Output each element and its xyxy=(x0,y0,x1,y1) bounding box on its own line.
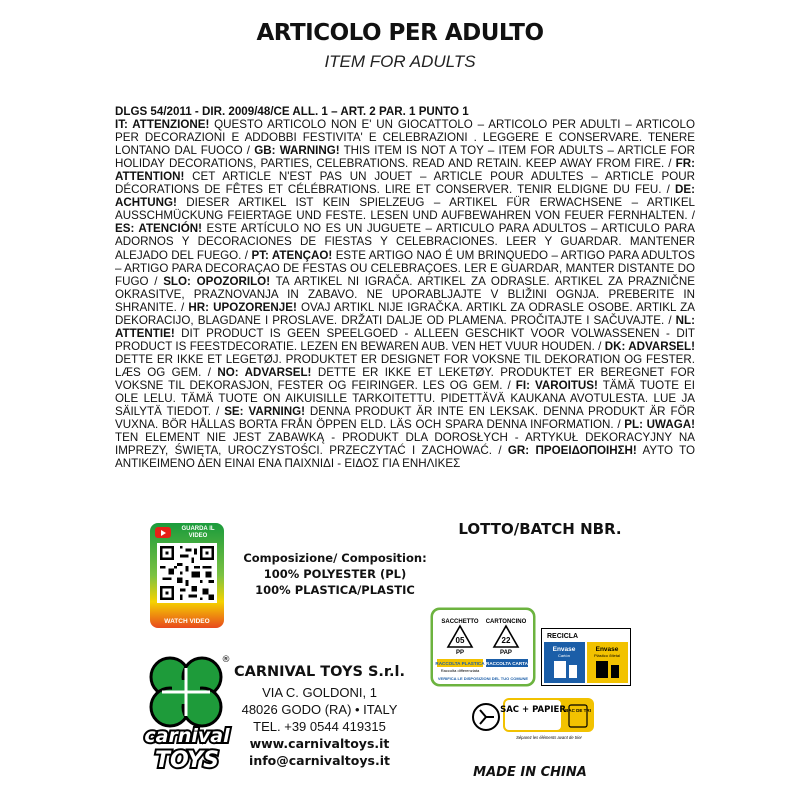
warning-label-slo: SLO: OPOZORILO! xyxy=(163,274,271,288)
company-phone: TEL. +39 0544 419315 xyxy=(253,719,386,734)
recicla-label: RECICLA xyxy=(547,633,579,640)
clover-icon xyxy=(151,658,221,726)
warning-text-pl: TEN ELEMENT NIE JEST ZABAWKĄ - PRODUKT DLA DOROSŁYCH - ARTYKUŁ DEKORACYJNY NA IMPREZY, ŚWIĘTA, UROCZYSTOŚCI. PRZECZYTAĆ I ZACHOWAĆ. / xyxy=(115,431,695,458)
recycling-panel-italy xyxy=(430,607,536,687)
directive-reference: DLGS 54/2011 - DIR. 2009/48/CE ALL. 1 – ART. 2 PAR. 1 PUNTO 1 xyxy=(115,105,469,118)
card-code: 22 xyxy=(501,636,511,645)
company-address-city: 48026 GODO (RA) • ITALY xyxy=(241,702,398,717)
warning-text-no: DETTE ER IKKE ET LEKETØY. PRODUKTET ER BEREGNET FOR VOKSNE TIL DEKORASJON, FESTER OG FEIRINGER. LES OG GEM. / xyxy=(115,365,696,392)
sac-note: Séparez les éléments avant de trier xyxy=(516,735,582,740)
warning-text-de: DIESER ARTIKEL IST KEIN SPIELZEUG – ARTIKEL FÜR ERWACHSENE – ARTIKEL AUSSCHMÜCKUNG FEIERTAGE UND FESTE. LESEN UND AUFBEWAHREN VON FEUER FERNHALTEN. / xyxy=(115,196,695,223)
recycling-panel-france xyxy=(469,693,599,743)
qr-code-icon xyxy=(157,543,217,603)
warning-text-gr: ΑΥΤΟ ΤΟ ΑΝΤΙΚΕΙΜΕΝΟ ΔΕΝ ΕΙΝΑΙ ΕΝΑ ΠΑΙΧΝΙΔΙ - ΕΙΔΟΣ ΓΙΑ ΕΝΗΛΙΚΕΣ xyxy=(115,444,696,471)
composition-heading: Composizione/ Composition: xyxy=(243,551,427,565)
sac-papier-label: SAC + PAPIER xyxy=(500,705,566,715)
warning-text-dk: DETTE ER IKKE ET LEGETØJ. PRODUKTET ER DESIGNET FOR VOKSNE TIL DEKORATION OG FESTER. LÆS OG GEM. / xyxy=(115,352,695,379)
warning-text-nl: DIT PRODUCT IS GEEN SPEELGOED - ALLEEN GESCHIKT VOOR VOLWASSENEN - DIT PRODUCT IS FEESTDECORATIE. LEZEN EN BEWAREN AUB. VEN HET VUUR HOUDEN. / xyxy=(115,326,695,353)
logo-text-bottom: TOYS xyxy=(155,748,219,773)
youtube-play-icon xyxy=(155,527,171,538)
recycling-panel-spain xyxy=(541,628,631,686)
company-contact xyxy=(232,664,407,769)
page-subtitle: ITEM FOR ADULTS xyxy=(324,52,476,71)
envase-plastic: Envase xyxy=(595,646,619,653)
company-website-link[interactable]: www.carnivaltoys.it xyxy=(249,736,390,751)
batch-number-label: LOTTO/BATCH NBR. xyxy=(458,520,622,538)
country-of-origin: MADE IN CHINA xyxy=(473,765,587,780)
warning-label-pl: PL: UWAGA! xyxy=(624,418,695,432)
warning-label-hr: HR: UPOZORENJE! xyxy=(188,300,297,314)
warning-label-fr: FR: ATTENTION! xyxy=(115,157,695,184)
logo-text-top: carnival xyxy=(144,725,230,747)
company-address-street: VIA C. GOLDONI, 1 xyxy=(262,685,377,700)
warning-label-es: ES: ATENCIÓN! xyxy=(115,222,202,236)
composition-block xyxy=(235,550,435,598)
warning-label-gr: GR: ΠΡΟΕΙΔΟΠΟΙΗΣΗ! xyxy=(507,444,637,458)
registered-mark: ® xyxy=(221,655,231,665)
bag-collect-sub: Raccolta differenziata xyxy=(440,668,480,673)
warning-label-it: IT: ATTENZIONE! xyxy=(115,118,210,132)
warning-label-gb: GB: WARNING! xyxy=(254,144,340,158)
composition-polyester: 100% POLYESTER (PL) xyxy=(263,567,407,581)
page-title: ARTICOLO PER ADULTO xyxy=(256,20,544,46)
card-material: PAP xyxy=(500,650,512,656)
card-label: CARTONCINO xyxy=(485,619,527,625)
envase-plastic-sub: Plástico /Metal xyxy=(593,653,621,658)
warning-text-fi: TÄMÄ TUOTE EI OLE LELU. TÄMÄ TUOTE ON AIKUISILLE TARKOITETTU. PIDETTÄVÄ KAUKANA AVOTULESTA. LUE JA SÄILYTÄ TIEDOT. / xyxy=(115,378,695,419)
warning-text-it: QUESTO ARTICOLO NON E' UN GIOCATTOLO – ARTICOLO PER ADULTI – ARTICOLO PER DECORAZIONI E ADDOBBI FESTIVITA' E CELEBRAZIONI . LEGGERE E CONSERVARE. TENERE LONTANO DAL FUOCO / xyxy=(115,118,695,158)
warning-label-de: DE: ACHTUNG! xyxy=(115,183,695,210)
warning-text-pt: ESTE ARTIGO NAO É UM BRINQUEDO – ARTIGO PARA ADULTOS – ARTIGO PARA DECORAÇAO DE FESTAS OU CELEBRAÇOES. LER E GUARDAR, MANTER DISTANTE DO FUGO / xyxy=(115,248,695,288)
qr-header xyxy=(150,526,224,542)
warning-text-hr: OVAJ ARTIKL NIJE IGRAČKA. ARTIKL ZA ODRASLE OSOBE. ARTIKL ZA DEKORACIJO, BLAGDANE I PROSLAVE. DRŽATI DALJE OD PLAMENA. PROČITAJTE I SAČUVAJTE. / xyxy=(115,300,695,327)
qr-bottom-label: WATCH VIDEO xyxy=(164,618,210,625)
warning-text-es: ESTE ARTÍCULO NO ES UN JUGUETE – ARTICULO PARA ADULTOS – ARTICULO PARA ADORNOS Y DECORACIONES DE FIESTAS Y CELEBRACIONES. LEER Y GUARDAR. MANTENER ALEJADO DEL FUEGO. / xyxy=(115,222,695,262)
carnival-toys-logo xyxy=(140,650,235,775)
warning-text-gb: THIS ITEM IS NOT A TOY – ITEM FOR ADULTS – ARTICLE FOR HOLIDAY DECORATIONS, PARTIES, CELEBRATIONS. READ AND RETAIN. KEEP AWAY FROM FIRE. / xyxy=(115,144,695,171)
bag-collect: RACCOLTA PLASTICA xyxy=(435,661,485,666)
bag-label: SACCHETTO xyxy=(441,619,479,625)
warning-label-no: NO: ADVARSEL! xyxy=(217,365,312,379)
warning-text-slo: TA ARTIKEL NI IGRAČA. ARTIKEL ZA ODRASLE. ARTIKEL ZA PRAZNIČNE OKRASITVE, PRAZNOVANJA IN ZABAVO. NE UPORABLJAJTE V BLIŽINI OGNJA. PREBERITE IN SHRANITE. / xyxy=(115,274,695,314)
warning-text-fr: CET ARTICLE N'EST PAS UN JOUET – ARTICLE POUR ADULTES – ARTICLE POUR DÉCORATIONS DE FÊTES ET CÉLÉBRATIONS. LIRE ET CONSERVER. TENIR ELDIGNE DU FEU. / xyxy=(115,170,695,197)
qr-video-badge[interactable] xyxy=(150,523,224,628)
warning-label-dk: DK: ADVARSEL! xyxy=(604,339,695,353)
envase-carton-sub: Cartón xyxy=(557,653,571,658)
safety-warning-text xyxy=(115,105,695,470)
envase-carton: Envase xyxy=(552,646,576,653)
bac-de-tri-label: BAC DE TRI xyxy=(565,708,591,713)
company-email-link[interactable]: info@carnivaltoys.it xyxy=(249,753,390,768)
bag-material: PP xyxy=(455,650,465,656)
qr-top-label: GUARDA IL VIDEO xyxy=(181,526,215,539)
warning-label-pt: PT: ATENÇAO! xyxy=(251,248,333,262)
warning-label-nl: NL: ATTENTIE! xyxy=(115,313,695,340)
verify-note: VERIFICA LE DISPOSIZIONI DEL TUO COMUNE xyxy=(437,676,529,681)
card-collect: RACCOLTA CARTA xyxy=(486,661,528,666)
warning-label-fi: FI: VAROITUS! xyxy=(515,378,598,392)
warning-label-se: SE: VARNING! xyxy=(224,405,305,419)
bag-code: 05 xyxy=(455,636,465,645)
triman-icon xyxy=(473,704,499,730)
composition-plastic: 100% PLASTICA/PLASTIC xyxy=(255,583,415,597)
company-name: CARNIVAL TOYS S.r.l. xyxy=(233,664,406,680)
warning-text-se: DENNA PRODUKT ÄR INTE EN LEKSAK. DENNA PRODUKT ÄR FÖR VUXNA. BÖR HÅLLAS BORTA FRÅN ÖPPEN ELD. LÄS OCH SPARA DENNA INFORMATION. / xyxy=(115,405,695,432)
